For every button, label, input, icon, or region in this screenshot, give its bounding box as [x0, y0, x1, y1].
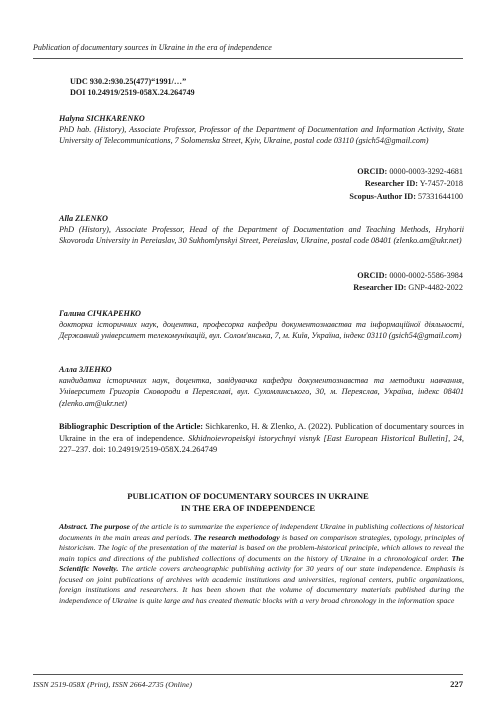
author-1-ua-name: Галина СІЧКАРЕНКО	[59, 309, 141, 318]
author-2-block	[59, 213, 464, 247]
page-number: 227	[450, 679, 463, 689]
doi-code: DOI 10.24919/2519-058X.24.264749	[70, 88, 195, 97]
author-2-identifiers	[353, 270, 463, 295]
author-2-orcid: ORCID: 0000-0002-5586-3984	[357, 271, 463, 280]
author-1-affiliation: PhD hab. (History), Associate Professor, Professor of the Department of Documentation and Information Activity, State University of Telecommunications, 7 Solomenska Street, Kyiv, Ukraine, postal code 03110 (gsich54@gmail.com)	[59, 125, 464, 146]
author-2-ua-name: Алла ЗЛЕНКО	[59, 365, 112, 374]
biblio-text: Sichkarenko, H. & Zlenko, A. (2022). Publication of documentary sources in Ukraine in the era of independence.	[59, 422, 464, 443]
bibliographic-description	[59, 421, 464, 456]
udc-code: UDC 930.2:930.25(477)“1991/…”	[70, 77, 187, 86]
author-2-ua-block	[59, 364, 464, 409]
author-2-ua-affiliation: кандидатка історичних наук, доцентка, завідувачка кафедри документознавства та методики навчання, Університет Григорія Сковороди в Переяславі, вул. Сухомлинського, 30, м. Переяслав, Україна, індекс 08401 (zlenko.am@ukr.net)	[59, 376, 464, 408]
methodology-label: The research methodology	[191, 532, 280, 542]
paper-title	[33, 491, 463, 514]
author-1-name: Halyna SICHKARENKO	[59, 114, 145, 123]
author-1-scopus-id: Scopus-Author ID: 57331644100	[349, 191, 463, 201]
article-codes	[70, 76, 195, 98]
footer-issn: ISSN 2519-058X (Print), ISSN 2664-2735 (Online)	[33, 680, 192, 689]
abstract-label: Abstract.	[59, 522, 88, 531]
header-rule	[33, 58, 463, 59]
biblio-pages: 227–237. doi: 10.24919/2519-058X.24.264749	[59, 445, 218, 455]
author-2-researcher-id: Researcher ID: GNP-4482-2022	[353, 283, 463, 293]
footer-rule	[33, 674, 463, 675]
title-line-2: IN THE ERA OF INDEPENDENCE	[180, 502, 316, 513]
novelty-text: The article covers archeographic publishing activity for 30 years of our state independence. Emphasis is focused on joint publications of archives with academic institutions and universities, regional centers, public organizations, foreign institutions and researchers. It has been shown that the volume of documentary materials published during the independence of Ukraine is quite large and has created thematic blocks with a very broad chronology in the information space	[59, 564, 465, 605]
methodology-text: is based on comparison strategies, typology, principles of historicism. The logic of the presentation of the material is based on the problem-historical principle, which allows to reveal the main topics and directions of the published collections of documents on the history of Ukraine in a chronological order.	[59, 532, 464, 563]
biblio-journal: Skhidnoievropeiskyi istorychnyi visnyk [East European Historical Bulletin], 24,	[188, 433, 464, 443]
author-1-ua-affiliation: докторка історичних наук, доцентка, професорка кафедри документознавства та інформаційної діяльності, Державний університет телекомунікацій, вул. Солом'янська, 7, м. Київ, Україна, індекс 03110 (gsich54@gmail.com)	[59, 320, 464, 341]
author-1-identifiers	[349, 166, 463, 203]
author-1-researcher-id: Researcher ID: Y-7457-2018	[364, 179, 463, 189]
author-1-block	[59, 113, 464, 147]
author-2-name: Alla ZLENKO	[59, 214, 108, 223]
title-line-1: PUBLICATION OF DOCUMENTARY SOURCES IN UKRAINE	[127, 491, 369, 501]
running-head: Publication of documentary sources in Ukraine in the era of independence	[33, 43, 272, 52]
author-1-orcid: ORCID: 0000-0003-3292-4681	[357, 167, 463, 176]
abstract	[59, 522, 464, 606]
author-1-ua-block	[59, 308, 464, 342]
biblio-label: Bibliographic Description of the Article:	[59, 422, 204, 431]
purpose-text: of the article is to summarize the experience of independent Ukraine in publishing collections of historical documents in the main areas and periods.	[59, 522, 464, 542]
purpose-label: The purpose	[87, 522, 130, 531]
author-2-affiliation: PhD (History), Associate Professor, Head of the Department of Documentation and Teaching Methods, Hryhorii Skovoroda University in Pereiaslav, 30 Sukhomlynskyi Street, Pereiaslav, Ukraine, postal code 08401 (zlenko.am@ukr.net)	[59, 225, 464, 246]
novelty-label: The Scientific Novelty.	[59, 553, 465, 573]
